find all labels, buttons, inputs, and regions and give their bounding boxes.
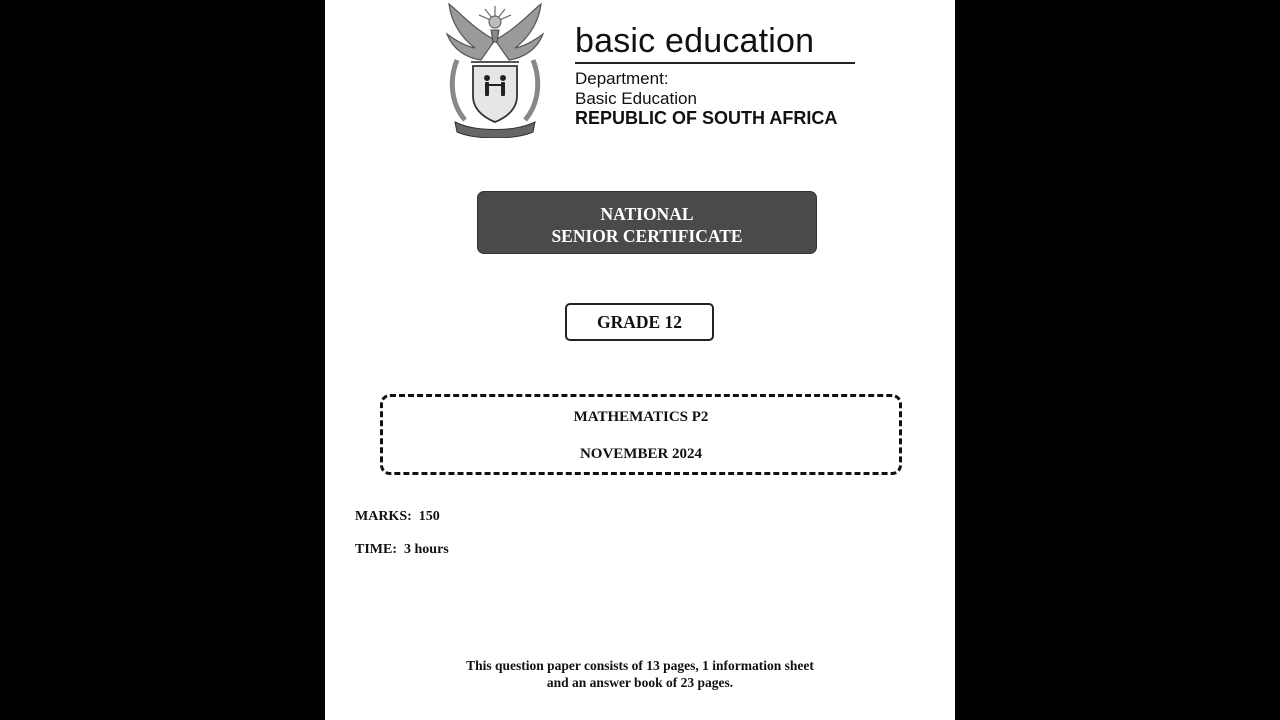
page-count-line-2: and an answer book of 23 pages.: [546, 675, 734, 690]
time-row: [355, 542, 449, 558]
certificate-line-1: NATIONAL: [600, 204, 694, 224]
exam-session: NOVEMBER 2024: [579, 446, 703, 462]
brand-title: basic education: [575, 22, 815, 60]
marks-label: MARKS:: [355, 509, 412, 524]
brand-divider: [575, 62, 855, 64]
exam-subject-box: [380, 394, 902, 475]
exam-cover-page: [325, 0, 955, 720]
grade-label: GRADE 12: [565, 303, 714, 341]
marks-value: 150: [418, 509, 440, 524]
page-count-note: [325, 657, 955, 691]
certificate-line-2: SENIOR CERTIFICATE: [551, 226, 743, 246]
exam-subject: MATHEMATICS P2: [573, 409, 709, 425]
time-label: TIME:: [355, 542, 397, 557]
country-name: REPUBLIC OF SOUTH AFRICA: [575, 108, 838, 128]
marks-row: [355, 509, 440, 525]
department-name: Basic Education: [575, 89, 697, 108]
time-value: 3 hours: [404, 542, 449, 557]
page-count-line-1: This question paper consists of 13 pages, 1 information sheet: [466, 658, 814, 673]
coat-of-arms-icon: [435, 0, 555, 138]
department-label: Department:: [575, 69, 669, 88]
certificate-banner: [477, 191, 817, 254]
